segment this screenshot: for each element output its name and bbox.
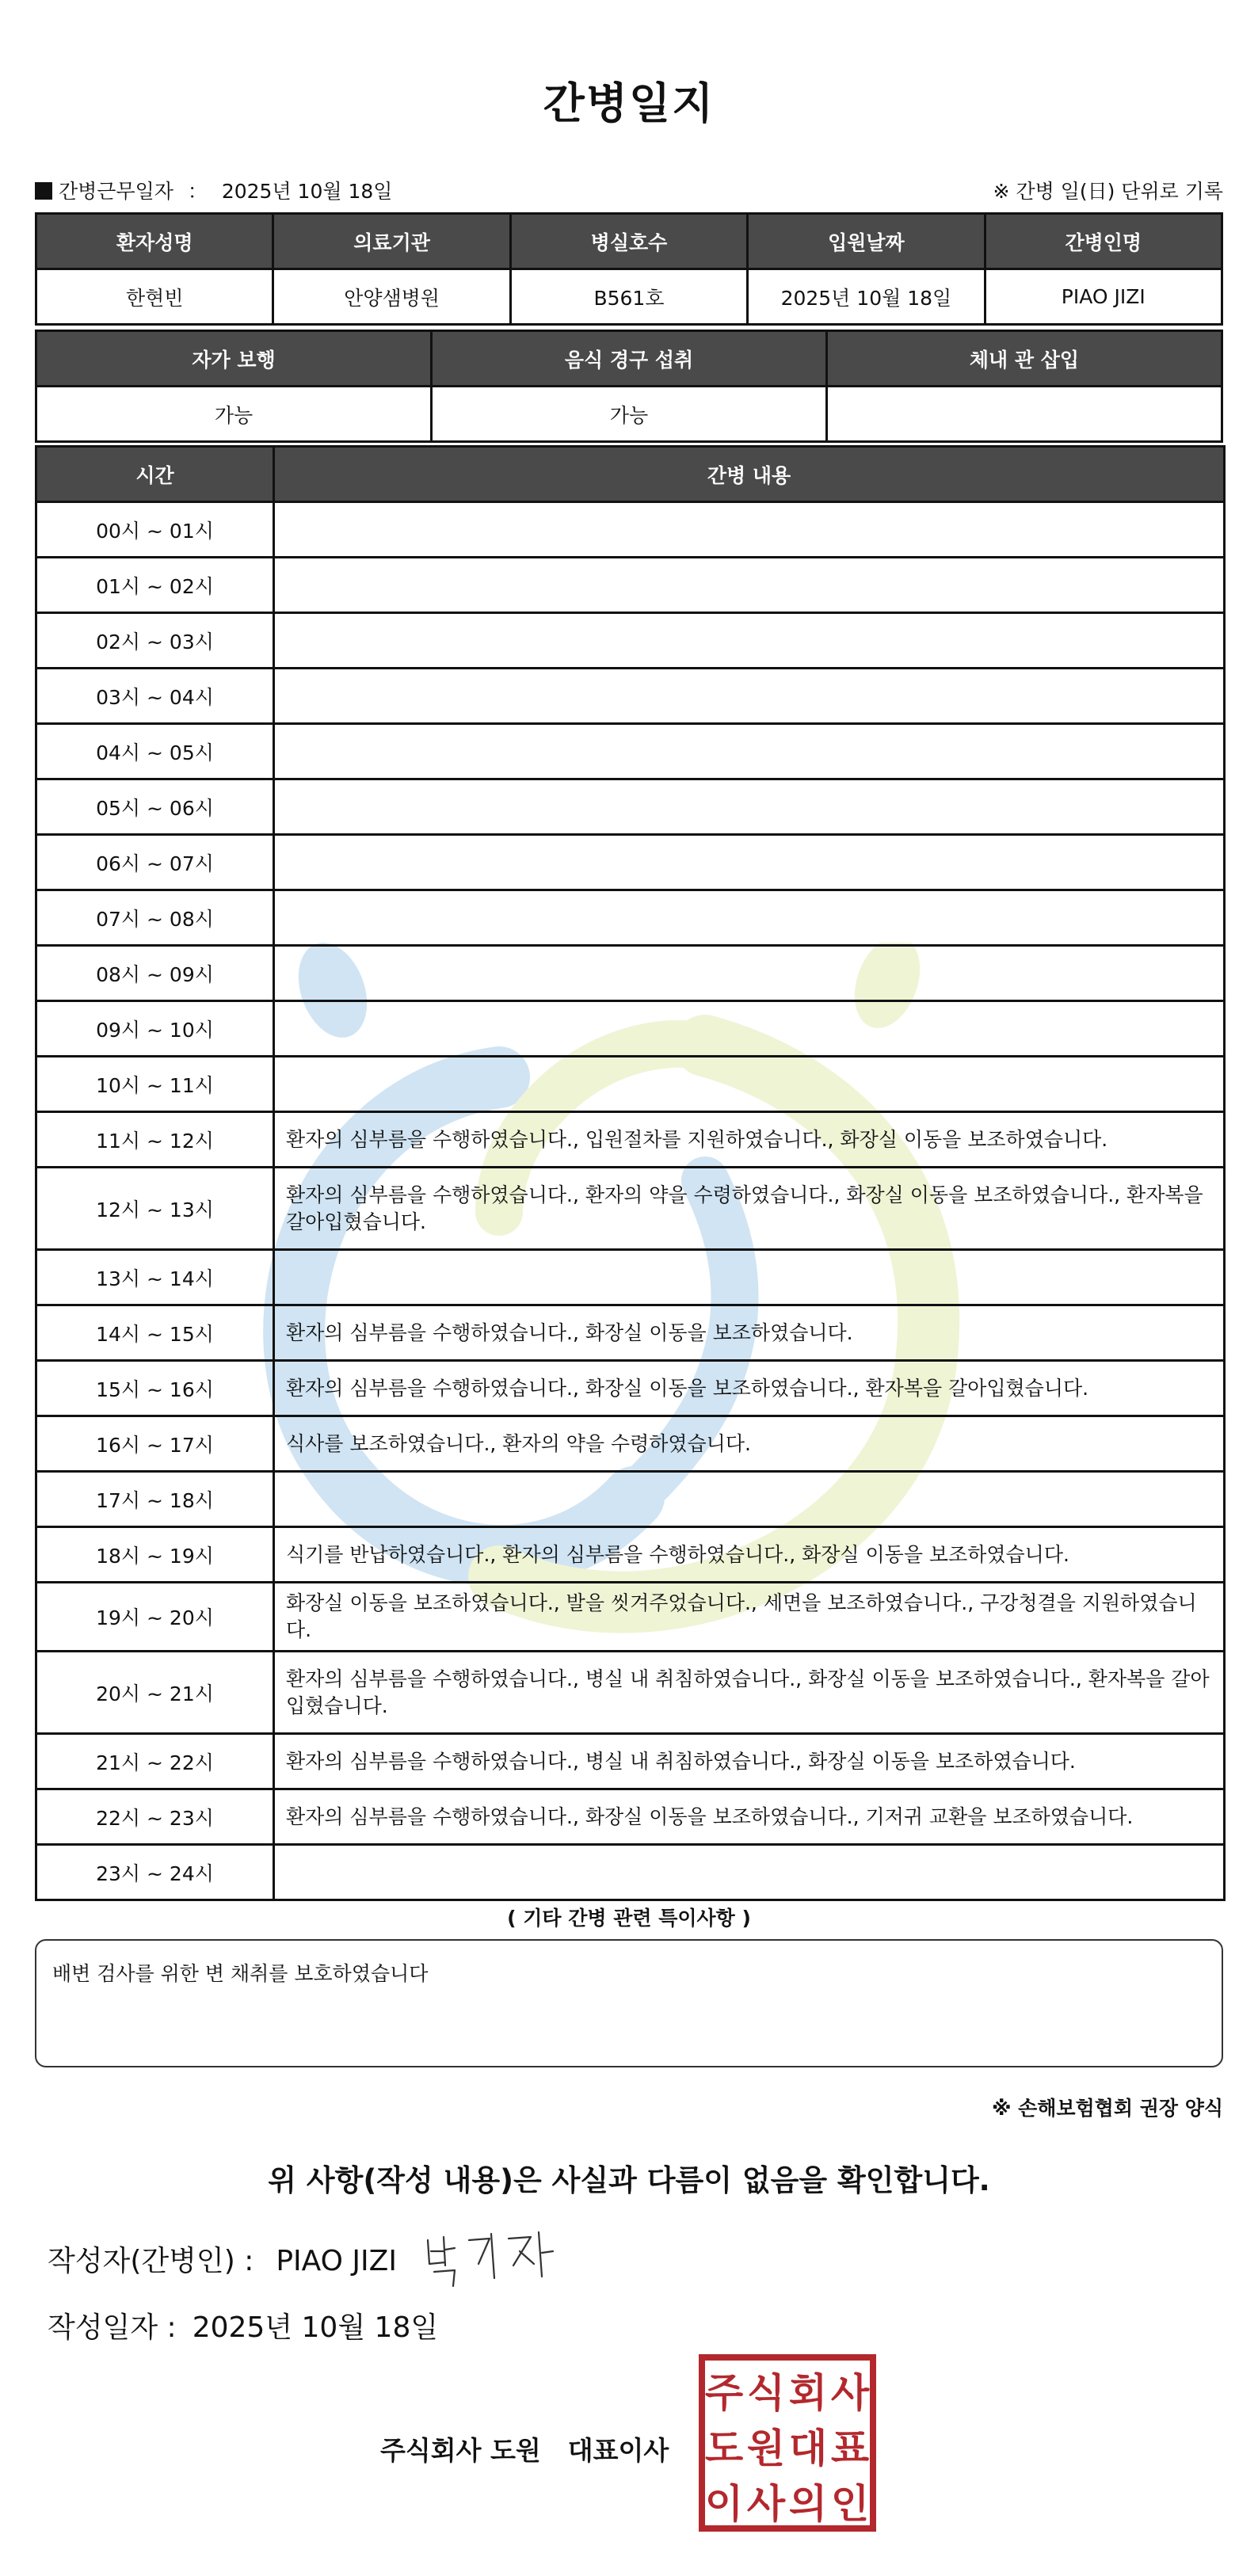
log-time-cell: 03시 ~ 04시 xyxy=(36,669,274,724)
log-content-cell xyxy=(274,1845,1225,1900)
log-time-cell: 11시 ~ 12시 xyxy=(36,1112,274,1168)
log-time-cell: 01시 ~ 02시 xyxy=(36,558,274,613)
value-hospital: 안양샘병원 xyxy=(273,269,510,325)
value-tube-insertion xyxy=(827,387,1222,442)
writer-name: PIAO JIZI xyxy=(276,2245,397,2277)
log-time-cell: 21시 ~ 22시 xyxy=(36,1734,274,1789)
confirmation-statement: 위 사항(작성 내용)은 사실과 다름이 없음을 확인합니다. xyxy=(268,2163,990,2197)
value-walking: 가능 xyxy=(36,387,432,442)
unit-note: ※ 간병 일(日) 단위로 기록 xyxy=(993,180,1223,203)
log-time-cell: 17시 ~ 18시 xyxy=(36,1472,274,1527)
header-room: 병실호수 xyxy=(510,214,747,269)
log-time-cell: 23시 ~ 24시 xyxy=(36,1845,274,1900)
written-date-line xyxy=(48,2305,438,2345)
header-admission-date: 입원날짜 xyxy=(748,214,985,269)
log-row xyxy=(36,558,1225,613)
log-content-cell xyxy=(274,779,1225,835)
company-name: 주식회사 도원 xyxy=(380,2435,541,2466)
log-content-cell xyxy=(274,724,1225,779)
log-row xyxy=(36,835,1225,890)
notes-title: ( 기타 간병 관련 특이사항 ) xyxy=(507,1907,751,1930)
log-row xyxy=(36,890,1225,946)
log-row xyxy=(36,613,1225,669)
log-row xyxy=(36,1361,1225,1416)
log-content-cell: 환자의 심부름을 수행하였습니다., 화장실 이동을 보조하였습니다. xyxy=(274,1305,1225,1361)
seal-glyph: 표 xyxy=(830,2425,870,2471)
care-log-table xyxy=(35,445,1226,1901)
writer-label: 작성자(간병인) : xyxy=(48,2245,254,2277)
log-time-cell: 09시 ~ 10시 xyxy=(36,1001,274,1057)
header-oral-intake: 음식 경구 섭취 xyxy=(432,331,827,387)
seal-glyph: 식 xyxy=(746,2370,786,2416)
log-content-cell xyxy=(274,1250,1225,1305)
log-time-cell: 10시 ~ 11시 xyxy=(36,1057,274,1112)
status-value-row xyxy=(36,387,1222,442)
log-content-cell: 식사를 보조하였습니다., 환자의 약을 수령하였습니다. xyxy=(274,1416,1225,1472)
log-time-cell: 20시 ~ 21시 xyxy=(36,1652,274,1734)
log-time-cell: 06시 ~ 07시 xyxy=(36,835,274,890)
written-date-value: 2025년 10월 18일 xyxy=(192,2311,439,2344)
patient-header-row xyxy=(36,214,1222,269)
log-row xyxy=(36,1112,1225,1168)
log-time-cell: 15시 ~ 16시 xyxy=(36,1361,274,1416)
log-content-cell: 환자의 심부름을 수행하였습니다., 환자의 약을 수령하였습니다., 화장실 이동을 보조하였습니다., 환자복을 갈아입혔습니다. xyxy=(274,1168,1225,1250)
log-time-cell: 19시 ~ 20시 xyxy=(36,1583,274,1652)
header-tube-insertion: 체내 관 삽입 xyxy=(827,331,1222,387)
log-content-cell xyxy=(274,613,1225,669)
header-patient-name: 환자성명 xyxy=(36,214,273,269)
log-time-cell: 07시 ~ 08시 xyxy=(36,890,274,946)
log-content-cell xyxy=(274,1472,1225,1527)
log-body xyxy=(36,502,1225,1900)
notes-box xyxy=(35,1939,1223,2067)
seal-glyph: 의 xyxy=(788,2481,828,2527)
seal-glyph: 회 xyxy=(788,2370,828,2416)
log-row xyxy=(36,1734,1225,1789)
header-care-content: 간병 내용 xyxy=(274,447,1225,502)
log-content-cell xyxy=(274,502,1225,558)
log-time-cell: 13시 ~ 14시 xyxy=(36,1250,274,1305)
log-row xyxy=(36,779,1225,835)
value-caregiver: PIAO JIZI xyxy=(985,269,1222,325)
log-content-cell xyxy=(274,890,1225,946)
log-content-cell: 환자의 심부름을 수행하였습니다., 병실 내 취침하였습니다., 화장실 이동을 보조하였습니다. xyxy=(274,1734,1225,1789)
work-date-value: 2025년 10월 18일 xyxy=(221,180,393,203)
log-time-cell: 12시 ~ 13시 xyxy=(36,1168,274,1250)
log-row xyxy=(36,1416,1225,1472)
log-row xyxy=(36,1789,1225,1845)
value-room: B561호 xyxy=(510,269,747,325)
written-date-label: 작성일자 : xyxy=(48,2311,177,2344)
document-title: 간병일지 xyxy=(543,78,715,128)
value-patient-name: 한현빈 xyxy=(36,269,273,325)
log-header-row xyxy=(36,447,1225,502)
handwritten-signature xyxy=(420,2223,562,2294)
value-admission-date: 2025년 10월 18일 xyxy=(748,269,985,325)
patient-value-row xyxy=(36,269,1222,325)
log-row xyxy=(36,1845,1225,1900)
log-content-cell: 화장실 이동을 보조하였습니다., 발을 씻겨주었습니다., 세면을 보조하였습니다., 구강청결을 지원하였습니다. xyxy=(274,1583,1225,1652)
status-header-row xyxy=(36,331,1222,387)
seal-glyph: 인 xyxy=(830,2481,870,2527)
patient-info-table xyxy=(35,212,1223,326)
seal-glyph: 주 xyxy=(704,2370,744,2416)
company-line xyxy=(380,2430,669,2467)
log-time-cell: 14시 ~ 15시 xyxy=(36,1305,274,1361)
log-row xyxy=(36,1305,1225,1361)
log-time-cell: 04시 ~ 05시 xyxy=(36,724,274,779)
work-date-label: 간병근무일자 xyxy=(59,180,173,203)
log-content-cell xyxy=(274,1057,1225,1112)
log-row xyxy=(36,1168,1225,1250)
writer-line xyxy=(48,2239,397,2279)
log-content-cell: 환자의 심부름을 수행하였습니다., 병실 내 취침하였습니다., 화장실 이동을 보조하였습니다., 환자복을 갈아입혔습니다. xyxy=(274,1652,1225,1734)
log-row xyxy=(36,1250,1225,1305)
square-bullet-icon xyxy=(35,182,52,200)
log-content-cell xyxy=(274,558,1225,613)
notes-content: 배변 검사를 위한 변 채취를 보호하였습니다 xyxy=(52,1962,429,1985)
separator: ： xyxy=(187,180,208,203)
company-seal-stamp xyxy=(697,2353,878,2533)
log-time-cell: 08시 ~ 09시 xyxy=(36,946,274,1001)
form-note: ※ 손해보험협회 권장 양식 xyxy=(992,2097,1223,2120)
log-time-cell: 02시 ~ 03시 xyxy=(36,613,274,669)
seal-glyph: 사 xyxy=(746,2481,786,2527)
log-time-cell: 00시 ~ 01시 xyxy=(36,502,274,558)
header-hospital: 의료기관 xyxy=(273,214,510,269)
seal-glyph: 이 xyxy=(704,2481,744,2527)
log-row xyxy=(36,1527,1225,1583)
header-time: 시간 xyxy=(36,447,274,502)
header-walking: 자가 보행 xyxy=(36,331,432,387)
log-time-cell: 22시 ~ 23시 xyxy=(36,1789,274,1845)
log-content-cell: 식기를 반납하였습니다., 환자의 심부름을 수행하였습니다., 화장실 이동을 보조하였습니다. xyxy=(274,1527,1225,1583)
log-row xyxy=(36,502,1225,558)
log-row xyxy=(36,946,1225,1001)
work-date-line xyxy=(35,176,392,204)
seal-glyph: 대 xyxy=(788,2425,828,2471)
log-time-cell: 18시 ~ 19시 xyxy=(36,1527,274,1583)
header-caregiver: 간병인명 xyxy=(985,214,1222,269)
log-content-cell xyxy=(274,946,1225,1001)
seal-glyph: 원 xyxy=(746,2425,786,2471)
log-content-cell: 환자의 심부름을 수행하였습니다., 화장실 이동을 보조하였습니다., 기저귀 교환을 보조하였습니다. xyxy=(274,1789,1225,1845)
log-row xyxy=(36,1583,1225,1652)
seal-glyph: 도 xyxy=(704,2425,744,2471)
log-time-cell: 16시 ~ 17시 xyxy=(36,1416,274,1472)
log-content-cell xyxy=(274,835,1225,890)
log-row xyxy=(36,1472,1225,1527)
seal-glyph: 사 xyxy=(830,2370,870,2416)
log-time-cell: 05시 ~ 06시 xyxy=(36,779,274,835)
company-title: 대표이사 xyxy=(567,2435,669,2466)
log-row xyxy=(36,724,1225,779)
log-content-cell xyxy=(274,669,1225,724)
log-content-cell: 환자의 심부름을 수행하였습니다., 화장실 이동을 보조하였습니다., 환자복을 갈아입혔습니다. xyxy=(274,1361,1225,1416)
log-row xyxy=(36,1652,1225,1734)
log-row xyxy=(36,1001,1225,1057)
value-oral-intake: 가능 xyxy=(432,387,827,442)
log-row xyxy=(36,1057,1225,1112)
log-row xyxy=(36,669,1225,724)
patient-status-table xyxy=(35,330,1223,443)
log-content-cell: 환자의 심부름을 수행하였습니다., 입원절차를 지원하였습니다., 화장실 이동을 보조하였습니다. xyxy=(274,1112,1225,1168)
log-content-cell xyxy=(274,1001,1225,1057)
